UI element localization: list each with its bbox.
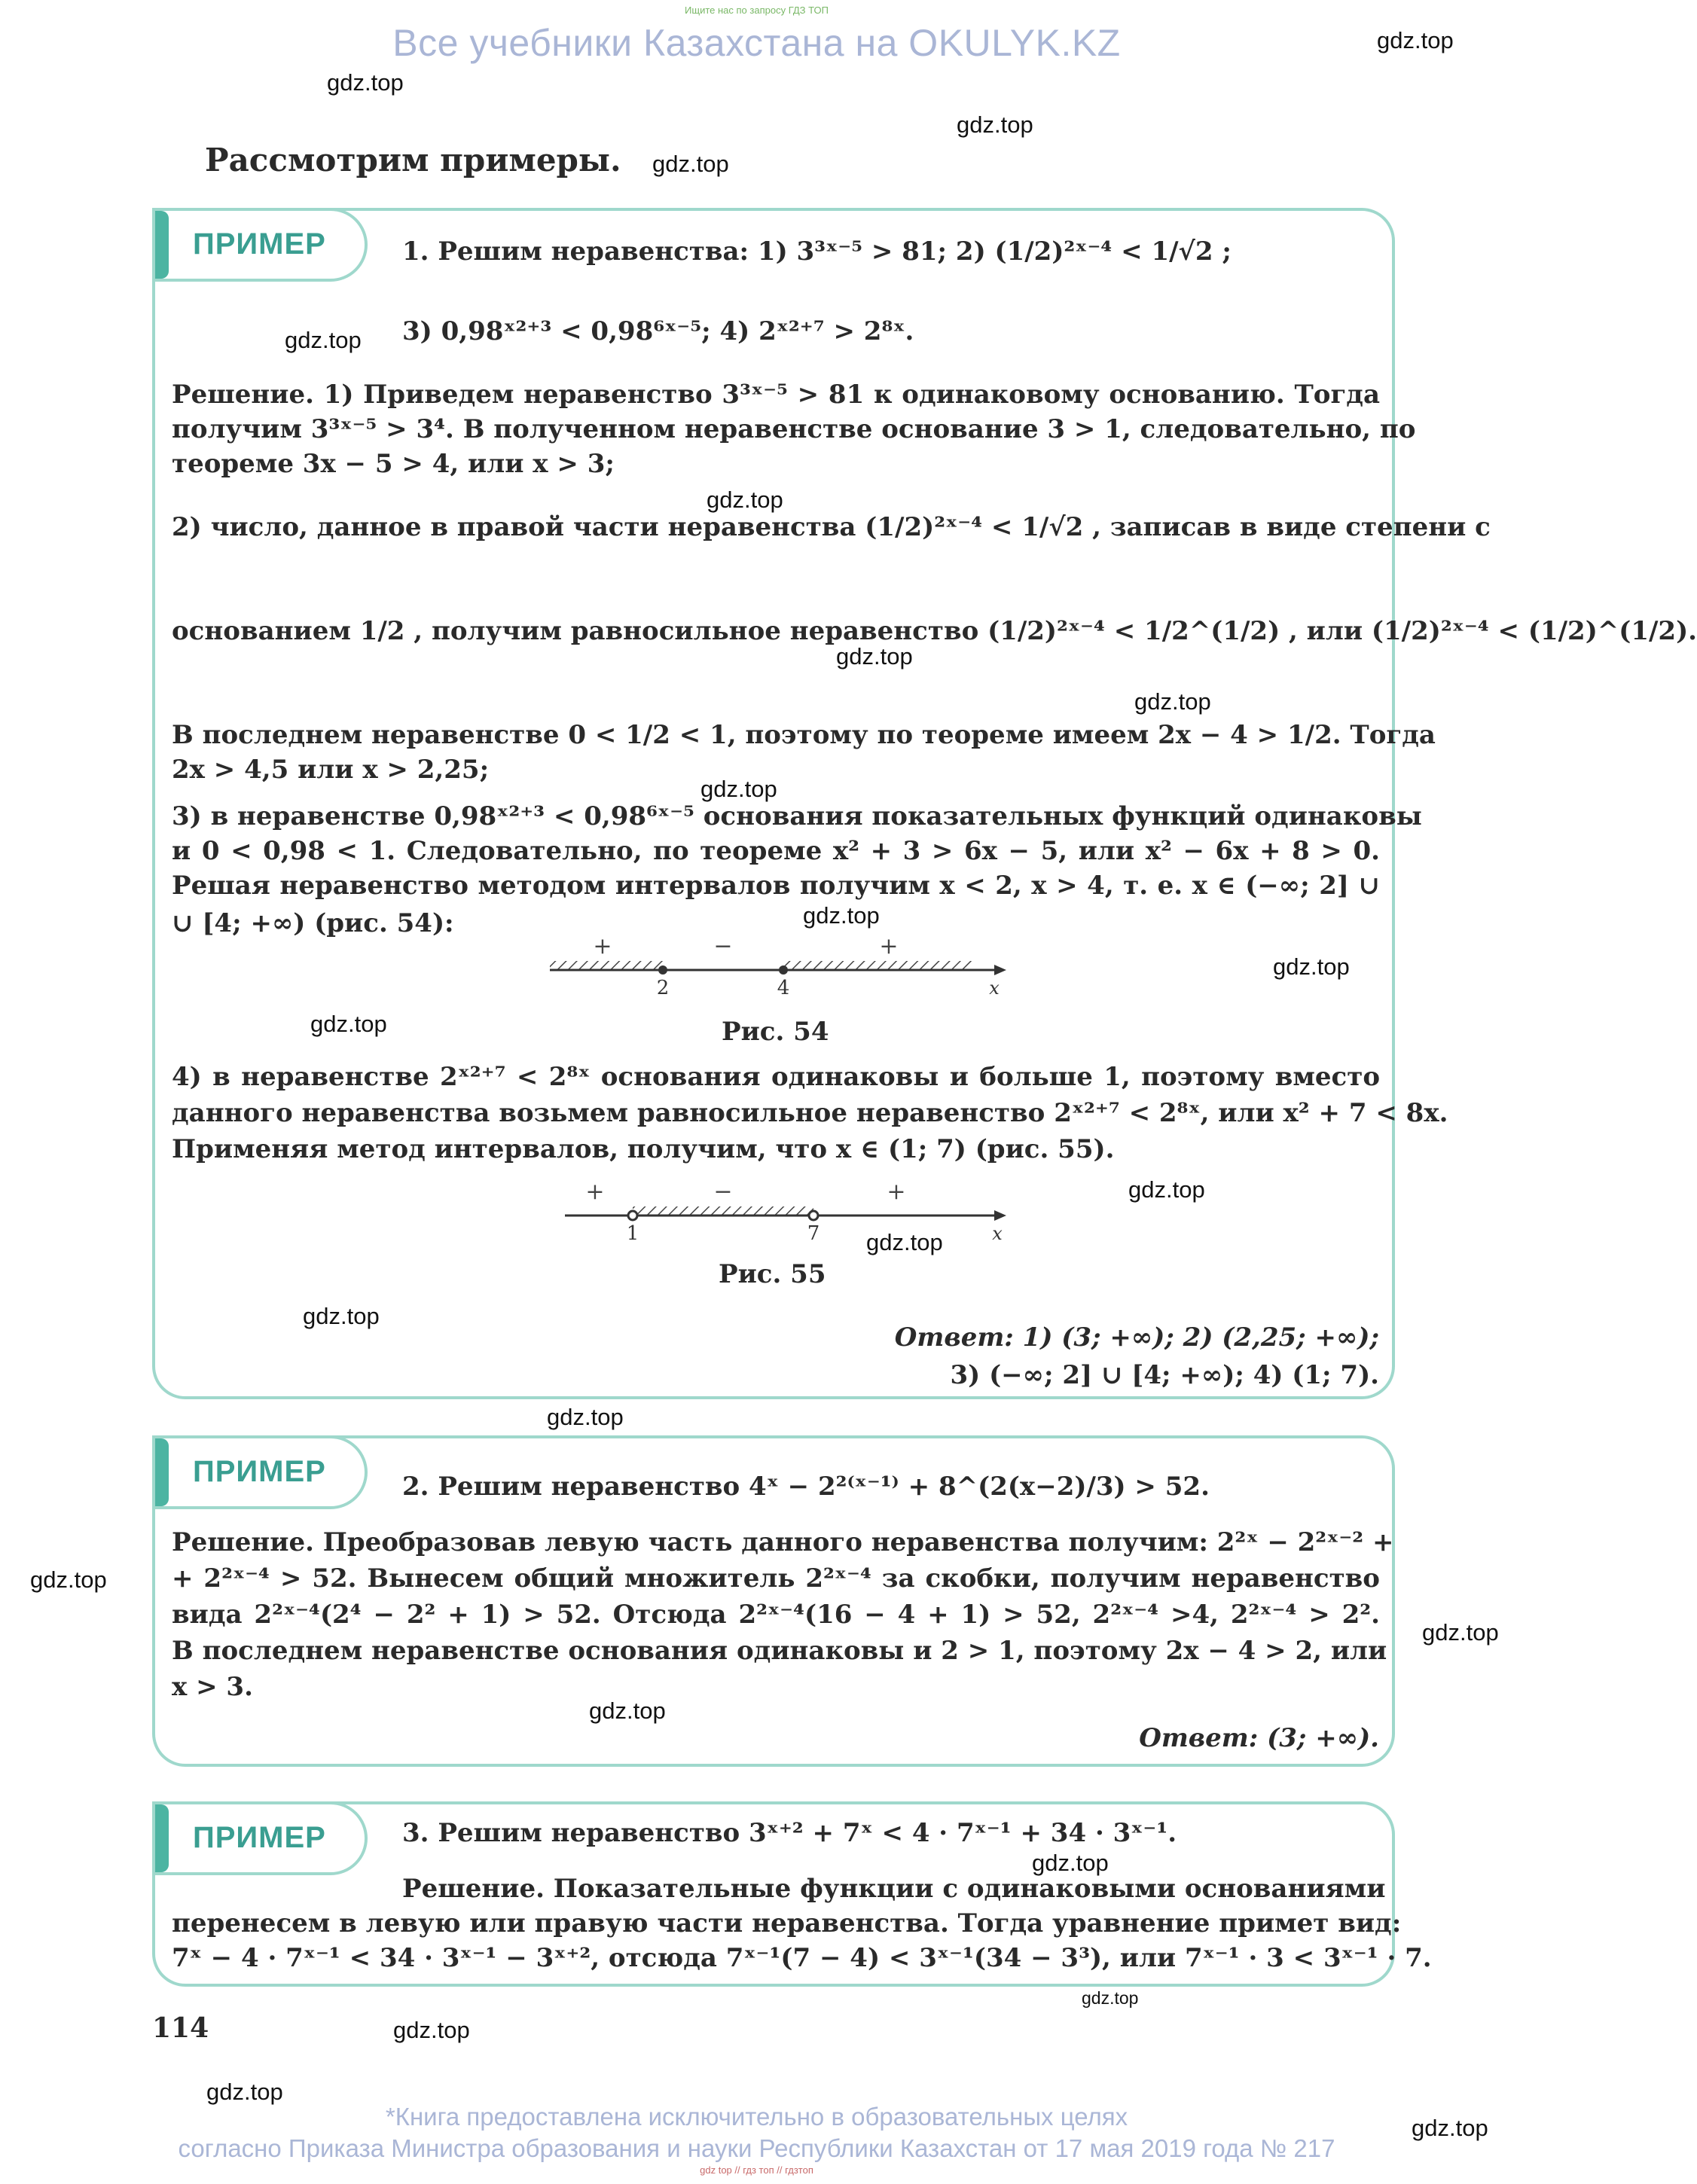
- solution-line: перенесем в левую или правую части неравенства. Тогда уравнение примет вид:: [172, 1908, 1402, 1938]
- figure-55-number-line: [557, 1176, 1009, 1244]
- hatched-interval-left: [550, 961, 663, 970]
- figure-54-caption: Рис. 54: [722, 1017, 829, 1047]
- tag-accent: [155, 1438, 169, 1506]
- solution-line: x > 3.: [172, 1672, 253, 1702]
- solution-line: 2x > 4,5 или x > 2,25;: [172, 755, 490, 785]
- solution-line: Решение. 1) Приведем неравенство 3³ˣ⁻⁵ > 81 к одинаковому основанию. Тогда: [172, 380, 1380, 410]
- watermark: gdz.top: [1273, 953, 1350, 980]
- solution-line: В последнем неравенстве 0 < 1/2 < 1, поэтому по теореме имеем 2x − 4 > 1/2. Тогда: [172, 720, 1436, 750]
- solution-line: 7ˣ − 4 · 7ˣ⁻¹ < 34 · 3ˣ⁻¹ − 3ˣ⁺², отсюда 7ˣ⁻¹(7 − 4) < 3ˣ⁻¹(34 − 3³), или 7ˣ⁻¹ · 3 < 3ˣ⁻¹ · 7.: [172, 1943, 1432, 1973]
- watermark: gdz.top: [700, 776, 777, 802]
- example-1-task: 1. Решим неравенства: 1) 3³ˣ⁻⁵ > 81; 2) (1/2)²ˣ⁻⁴ < 1/√2 ;: [402, 236, 1232, 267]
- watermark: gdz.top: [1128, 1176, 1205, 1203]
- watermark: gdz.top: [803, 902, 880, 929]
- solution-line: теореме 3x − 5 > 4, или x > 3;: [172, 449, 615, 479]
- footer-disclaimer: *Книга предоставлена исключительно в образовательных целях: [385, 2103, 1128, 2131]
- watermark: gdz.top: [393, 2017, 470, 2043]
- solution-line: Применяя метод интервалов, получим, что x ∈ (1; 7) (рис. 55).: [172, 1134, 1115, 1164]
- sign-plus: +: [887, 1179, 906, 1205]
- solution-line: 4) в неравенстве 2ˣ²⁺⁷ < 2⁸ˣ основания одинаковы и больше 1, поэтому вместо: [172, 1062, 1380, 1092]
- watermark: gdz.top: [285, 327, 362, 353]
- point-4: [779, 965, 788, 975]
- tag-label: ПРИМЕР: [193, 1821, 326, 1854]
- solution-line: Решая неравенство методом интервалов получим x < 2, x > 4, т. е. x ∈ (−∞; 2] ∪: [172, 871, 1380, 901]
- point-7: [809, 1211, 818, 1220]
- solution-line: В последнем неравенстве основания одинаковы и 2 > 1, поэтому 2x − 4 > 2, или: [172, 1636, 1387, 1666]
- solution-line: данного неравенства возьмем равносильное неравенство 2ˣ²⁺⁷ < 2⁸ˣ, или x² + 7 < 8x.: [172, 1098, 1448, 1128]
- solution-line: Решение. Показательные функции с одинаковыми основаниями: [402, 1874, 1386, 1904]
- answer-line: Ответ: 1) (3; +∞); 2) (2,25; +∞);: [894, 1322, 1379, 1353]
- point-label: 2: [656, 977, 670, 999]
- watermark: gdz.top: [589, 1697, 666, 1724]
- axis-label: x: [992, 1223, 1003, 1244]
- example-2-tag: [152, 1435, 368, 1509]
- watermark: gdz.top: [303, 1303, 380, 1329]
- solution-line: получим 3³ˣ⁻⁵ > 3⁴. В полученном неравенстве основание 3 > 1, следовательно, по: [172, 414, 1416, 444]
- answer-line: Ответ: (3; +∞).: [1139, 1723, 1379, 1753]
- watermark: gdz.top: [836, 643, 913, 670]
- footer-order: согласно Приказа Министра образования и науки Республики Казахстан от 17 мая 2019 года № 217: [178, 2134, 1335, 2162]
- point-label: 4: [777, 977, 790, 999]
- solution-line: + 2²ˣ⁻⁴ > 52. Вынесем общий множитель 2²ˣ⁻⁴ за скобки, получим неравенство: [172, 1563, 1380, 1594]
- example-2-task: 2. Решим неравенство 4ˣ − 2²⁽ˣ⁻¹⁾ + 8^(2(x−2)/3) > 52.: [402, 1472, 1210, 1502]
- top-search-note: Ищите нас по запросу ГДЗ ТОП: [685, 5, 829, 16]
- watermark: gdz.top: [1082, 1988, 1139, 2008]
- site-title: Все учебники Казахстана на OKULYK.KZ: [392, 22, 1121, 64]
- solution-line: 2) число, данное в правой части неравенства (1/2)²ˣ⁻⁴ < 1/√2 , записав в виде степени с: [172, 512, 1491, 542]
- solution-line: основанием 1/2 , получим равносильное неравенство (1/2)²ˣ⁻⁴ < 1/2^(1/2) , или (1/2)²ˣ⁻⁴ < (1/2)^(1/2).: [172, 616, 1697, 646]
- intro-heading: Рассмотрим примеры.: [205, 142, 621, 178]
- page-number: 114: [152, 2012, 209, 2044]
- footer-links: gdz top // гдз топ // гдзтоп: [700, 2164, 813, 2176]
- axis-arrow: [994, 1210, 1006, 1221]
- axis-label: x: [989, 978, 1000, 999]
- sign-plus: +: [593, 933, 612, 959]
- watermark: gdz.top: [866, 1229, 943, 1255]
- answer-line: 3) (−∞; 2] ∪ [4; +∞); 4) (1; 7).: [950, 1360, 1379, 1390]
- tag-label: ПРИМЕР: [193, 227, 326, 261]
- point-label: 7: [807, 1222, 820, 1245]
- point-2: [658, 965, 667, 975]
- axis-arrow: [994, 965, 1006, 975]
- solution-line: Решение. Преобразовав левую часть данного неравенства получим: 2²ˣ − 2²ˣ⁻² +: [172, 1527, 1394, 1557]
- watermark: gdz.top: [30, 1566, 107, 1593]
- figure-54-number-line: [542, 931, 1009, 999]
- example-1-tag: [152, 208, 368, 282]
- watermark: gdz.top: [547, 1404, 624, 1430]
- point-1: [628, 1211, 637, 1220]
- watermark: gdz.top: [1032, 1850, 1109, 1876]
- example-3-task: 3. Решим неравенство 3ˣ⁺² + 7ˣ < 4 · 7ˣ⁻¹ + 34 · 3ˣ⁻¹.: [402, 1818, 1177, 1848]
- tag-label: ПРИМЕР: [193, 1455, 326, 1488]
- watermark: gdz.top: [957, 111, 1033, 138]
- watermark: gdz.top: [1422, 1619, 1499, 1646]
- figure-55-caption: Рис. 55: [719, 1259, 826, 1289]
- watermark: gdz.top: [310, 1011, 387, 1037]
- solution-line: и 0 < 0,98 < 1. Следовательно, по теореме x² + 3 > 6x − 5, или x² − 6x + 8 > 0.: [172, 836, 1380, 866]
- sign-plus: +: [879, 933, 899, 959]
- watermark: gdz.top: [327, 69, 404, 96]
- hatched-interval: [633, 1206, 813, 1216]
- watermark: gdz.top: [1412, 2115, 1488, 2141]
- sign-minus: −: [713, 933, 733, 959]
- solution-line: вида 2²ˣ⁻⁴(2⁴ − 2² + 1) > 52. Отсюда 2²ˣ⁻⁴(16 − 4 + 1) > 52, 2²ˣ⁻⁴ >4, 2²ˣ⁻⁴ > 2².: [172, 1600, 1380, 1630]
- sign-plus: +: [585, 1179, 605, 1205]
- point-label: 1: [626, 1222, 639, 1245]
- watermark: gdz.top: [206, 2079, 283, 2105]
- watermark: gdz.top: [652, 151, 729, 177]
- solution-line: 3) в неравенстве 0,98ˣ²⁺³ < 0,98⁶ˣ⁻⁵ основания показательных функций одинаковы: [172, 801, 1422, 831]
- example-3-tag: [152, 1801, 368, 1875]
- watermark: gdz.top: [1377, 27, 1454, 53]
- sign-minus: −: [713, 1179, 733, 1205]
- tag-accent: [155, 211, 169, 279]
- example-1-task-cont: 3) 0,98ˣ²⁺³ < 0,98⁶ˣ⁻⁵; 4) 2ˣ²⁺⁷ > 2⁸ˣ.: [402, 316, 914, 346]
- solution-line: ∪ [4; +∞) (рис. 54):: [172, 908, 454, 938]
- watermark: gdz.top: [707, 487, 783, 513]
- tag-accent: [155, 1804, 169, 1872]
- hatched-interval-right: [783, 961, 972, 970]
- watermark: gdz.top: [1134, 688, 1211, 715]
